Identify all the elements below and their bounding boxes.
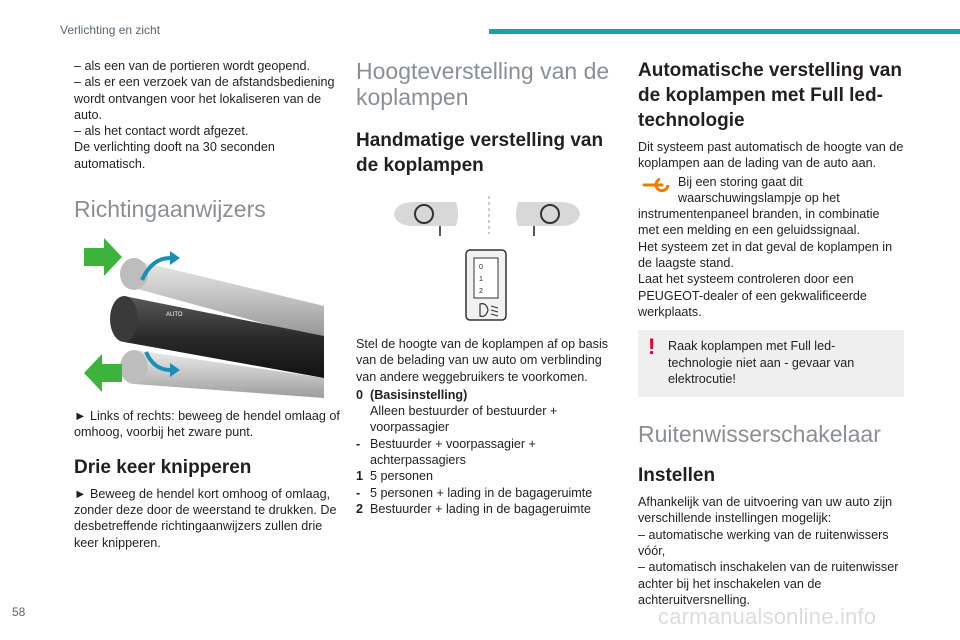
settings-row <box>356 501 618 517</box>
section-title-ruitenwisser: Ruitenwisserschakelaar <box>638 421 881 448</box>
settings-key <box>356 403 370 436</box>
headlamp-svg <box>356 190 618 326</box>
section-title-richtingaanwijzers: Richtingaanwijzers <box>74 196 266 223</box>
dial-label-1: 1 <box>479 276 483 283</box>
section-title-automatische-verstelling: Automatische verstelling van de koplampen met Full led-technologie <box>638 60 902 131</box>
column-1 <box>74 58 342 551</box>
settings-text: 5 personen <box>370 469 434 484</box>
settings-text: 5 personen + lading in de bagageruimte <box>370 485 593 500</box>
main-lever-tip <box>110 296 138 342</box>
header-accent-bar <box>489 29 960 34</box>
subsection-title-drie-keer-knipperen: Drie keer knipperen <box>74 456 252 478</box>
settings-text: Alleen bestuurder of bestuurder + voorpassagier <box>370 404 558 435</box>
settings-key: 0 <box>356 387 364 402</box>
dial-label-2: 2 <box>479 288 483 295</box>
drie-keer-text: ► Beweeg de hendel kort omhoog of omlaag, zonder deze door de weerstand te drukken. De desbetreffende richtingaanwijzers zullen drie keer knipperen. <box>74 486 337 550</box>
fault-text: Bij een storing gaat dit waarschuwingslampje op het instrumentenpaneel branden, in combinatie met een melding en een geluidssignaal. <box>638 174 880 238</box>
intro-line: – als er een verzoek van de afstandsbediening wordt ontvangen voor het lokaliseren van de auto. <box>74 75 335 122</box>
column-2 <box>356 58 618 517</box>
settings-text: Bestuurder + lading in de bagageruimte <box>370 501 591 516</box>
settings-list <box>356 387 618 517</box>
settings-key: - <box>356 436 361 451</box>
lever-svg <box>74 238 342 398</box>
settings-key: 2 <box>356 501 364 516</box>
indicator-instruction: ► Links of rechts: beweeg de hendel omlaag of omhoog, voorbij het zware punt. <box>74 409 340 440</box>
settings-row <box>356 387 618 403</box>
wiper-option: – automatisch inschakelen van de ruitenwisser achter bij het inschakelen van de achteruitversnelling. <box>638 560 899 607</box>
settings-key: 1 <box>356 469 364 484</box>
dial-window <box>474 258 498 298</box>
exclamation-icon: ! <box>648 334 656 360</box>
page-number: 58 <box>12 605 26 619</box>
intro-line: – als een van de portieren wordt geopend. <box>74 59 310 73</box>
settings-row <box>356 403 618 436</box>
fault-block <box>638 174 904 321</box>
wrench-icon <box>638 174 674 196</box>
dial-label-0: 0 <box>479 264 483 271</box>
indicator-lever-illustration <box>74 238 342 398</box>
wiper-option: – automatische werking van de ruitenwissers vóór, <box>638 527 889 559</box>
right-turn-arrow-icon <box>84 238 122 276</box>
section-header-title: Verlichting en zicht <box>60 23 161 37</box>
instellen-text: Afhankelijk van de uitvoering van uw auto zijn verschillende instellingen mogelijk: <box>638 495 893 526</box>
headlamp-description: Stel de hoogte van de koplampen af op basis van de belading van uw auto om verblinding van andere weggebruikers te voorkomen. <box>356 337 609 384</box>
settings-key: - <box>356 485 361 500</box>
watermark: carmanualsonline.info <box>658 604 877 629</box>
ghost-lever-down-tip <box>120 350 148 384</box>
settings-row <box>356 436 618 469</box>
lever-auto-label: AUTO <box>166 312 183 319</box>
section-title-hoogteverstelling: Hoogteverstelling van de koplampen <box>356 58 610 110</box>
auto-intro: Dit systeem past automatisch de hoogte van de koplampen aan de lading van de auto aan. <box>638 140 904 171</box>
settings-row <box>356 468 618 484</box>
left-turn-arrow-icon <box>84 354 122 392</box>
danger-warning-text: Raak koplampen met Full led-technologie niet aan - gevaar van elektrocutie! <box>668 339 855 386</box>
intro-line: De verlichting dooft na 30 seconden automatisch. <box>74 140 275 171</box>
settings-text: (Basisinstelling) <box>370 387 468 402</box>
fault-text-2: Het systeem zet in dat geval de koplampen in de laagste stand. <box>638 239 893 271</box>
column-3 <box>638 58 904 608</box>
subsection-title-instellen: Instellen <box>638 465 716 487</box>
fault-text-3: Laat het systeem controleren door een PEUGEOT-dealer of een gekwalificeerde werkplaats. <box>638 272 867 319</box>
headlamp-illustration <box>356 190 618 326</box>
intro-line: – als het contact wordt afgezet. <box>74 124 249 139</box>
settings-text: Bestuurder + voorpassagier + achterpassagiers <box>370 436 536 468</box>
settings-row <box>356 485 618 501</box>
danger-warning-box <box>638 330 904 397</box>
subsection-title-handmatige: Handmatige verstelling van de koplampen <box>356 130 604 176</box>
arrow-up-head <box>170 251 180 265</box>
